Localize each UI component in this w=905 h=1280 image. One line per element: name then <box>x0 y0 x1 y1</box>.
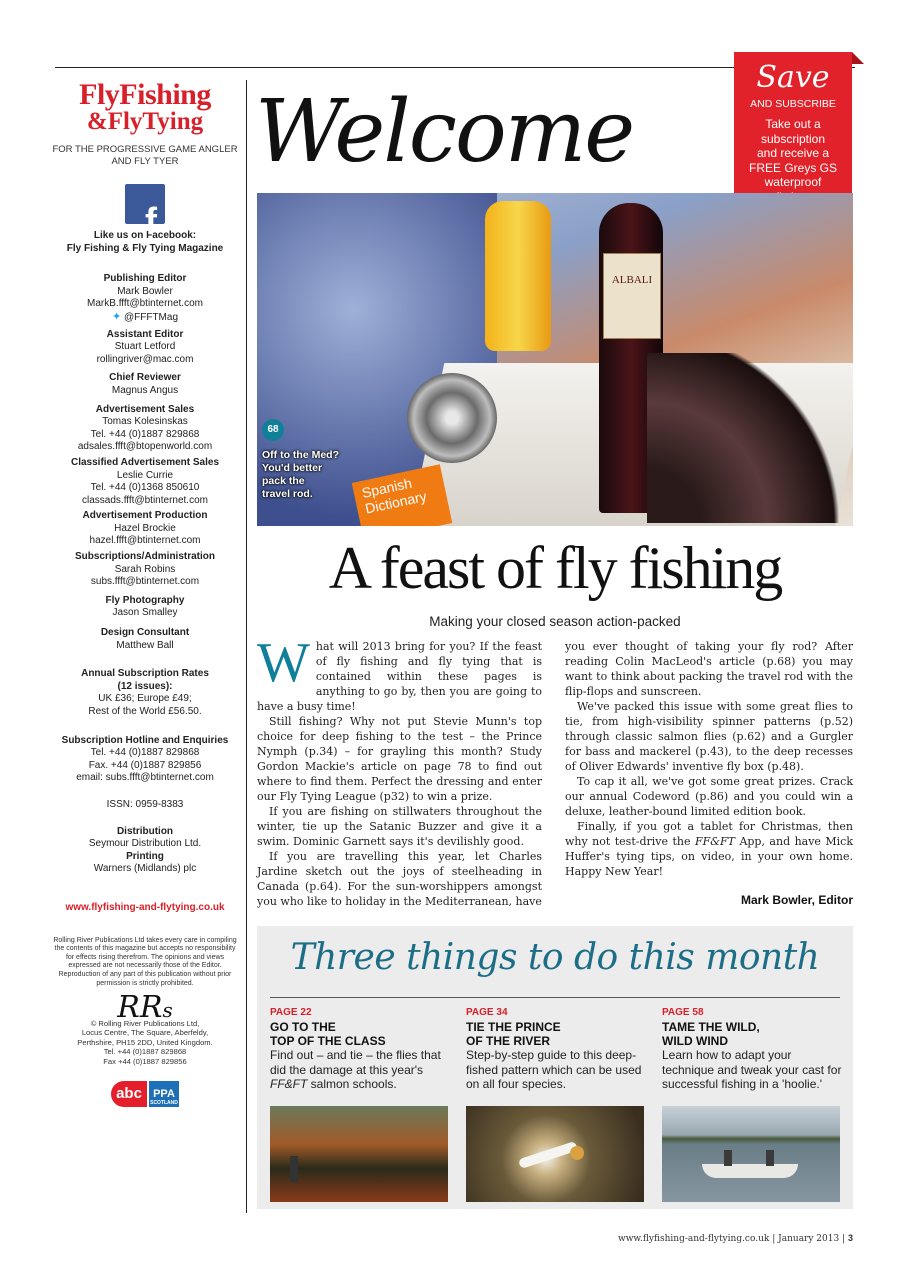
ppa-text: PPA <box>153 1087 175 1100</box>
sidebar-divider <box>246 80 247 1213</box>
save-body-line: Take out a <box>765 117 821 131</box>
save-title: Save <box>756 60 830 95</box>
item-title: TIE THE PRINCE <box>466 1020 561 1034</box>
hotline-fax: Fax. +44 (0)1887 829856 <box>88 759 202 771</box>
save-body-line: waterproof <box>764 175 822 189</box>
item-page: PAGE 22 <box>270 1007 312 1018</box>
hotline-tel: Tel. +44 (0)1887 829868 <box>90 747 200 759</box>
item-description: Learn how to adapt your technique and tweak your cast for successful fishing in a 'hoolie.' <box>662 1048 842 1091</box>
rates-subtitle: (12 issues): <box>117 680 173 692</box>
caption-line: Off to the Med? <box>262 449 339 461</box>
paragraph-text: Finally, if you got a tablet for Christmas, then why not test-drive the <box>565 820 853 848</box>
three-things-item-3[interactable] <box>662 1006 846 1092</box>
save-body-line: and receive a <box>756 146 830 160</box>
staff-fly-photography <box>52 595 238 620</box>
bottle-label-text: ALBALI <box>611 274 653 286</box>
three-things-rule <box>270 997 840 998</box>
staff-line: Tel. +44 (0)1887 829868 <box>90 428 200 440</box>
photo-bottle-label <box>603 253 661 339</box>
copyright-line: Locus Centre, The Square, Aberfeldy, <box>81 1028 209 1038</box>
rates-line: Rest of the World £56.50. <box>88 706 202 717</box>
paragraph-italic: FF&FT <box>694 835 735 848</box>
item-title: OF THE RIVER <box>466 1034 551 1048</box>
hero-photo <box>257 193 853 526</box>
subscription-hotline <box>52 735 238 785</box>
item-title: TAME THE WILD, <box>662 1020 760 1034</box>
hotline-email[interactable]: email: subs.ffft@btinternet.com <box>76 772 214 784</box>
sidebar <box>52 80 238 1107</box>
staff-email[interactable]: adsales.ffft@btopenworld.com <box>77 441 213 453</box>
paragraph-text: App, and have Mick Huffer's tying tips, on video, in your own home. Happy New Year! <box>565 835 853 878</box>
article-paragraph: To cap it all, we've got some great prizes. Crack our annual Codeword (p.86) and you could win a deluxe, leather-bound limited edition book. <box>565 775 853 818</box>
thumb-prince-nymph-photo <box>466 1106 644 1202</box>
item-description: Step-by-step guide to this deep-fished pattern which can be used on all four species. <box>466 1048 642 1091</box>
photo-sunscreen <box>485 201 551 351</box>
membership-badges <box>52 1081 238 1107</box>
website-link[interactable]: www.flyfishing-and-flytying.co.uk <box>65 901 225 913</box>
staff-line: Tomas Kolesinskas <box>102 416 188 428</box>
ppa-logo <box>149 1081 179 1107</box>
photo-fan <box>647 353 853 523</box>
article-paragraph <box>257 632 542 714</box>
staff-email[interactable]: subs.ffft@btinternet.com <box>90 576 200 588</box>
abc-logo: abc <box>111 1081 147 1107</box>
three-things-item-2[interactable] <box>466 1006 650 1092</box>
staff-line: Sarah Robins <box>114 563 176 575</box>
copyright <box>52 1019 238 1067</box>
staff-line: Magnus Angus <box>111 384 179 396</box>
footer-page-number: 3 <box>847 1233 853 1243</box>
rolling-river-logo: RRs <box>117 990 173 1026</box>
staff-email[interactable]: classads.ffft@btinternet.com <box>82 494 208 506</box>
hotline-title: Subscription Hotline and Enquiries <box>61 734 229 746</box>
footer-issue: January 2013 <box>778 1234 840 1244</box>
printing-value: Warners (Midlands) plc <box>93 863 197 875</box>
distribution <box>52 826 238 876</box>
article-headline: A feast of fly fishing <box>328 535 782 601</box>
welcome-heading: Welcome <box>255 82 634 182</box>
boat-hull <box>702 1164 798 1178</box>
item-description <box>270 1048 454 1092</box>
item-page: PAGE 58 <box>662 1007 704 1018</box>
copyright-line: Fax +44 (0)1887 829856 <box>103 1057 187 1067</box>
article-paragraph: you ever thought of taking your fly rod? After reading Colin MacLeod's article (p.68) you may want to think about packing the travel rod with the flip-flops and sunscreen. <box>565 640 853 698</box>
boat-angler <box>766 1150 774 1166</box>
save-body <box>734 117 852 204</box>
dropcap: W <box>257 632 310 694</box>
staff-design-consultant <box>52 627 238 652</box>
save-body-line: subscription <box>760 131 826 146</box>
staff-role: Subscriptions/Administration <box>74 551 215 563</box>
boat-angler <box>724 1150 732 1166</box>
editor-signoff: Mark Bowler, Editor <box>740 893 853 907</box>
distribution-title: Distribution <box>116 825 174 837</box>
copyright-line: © Rolling River Publications Ltd, <box>90 1018 200 1028</box>
hero-page-badge[interactable]: 68 <box>262 419 284 441</box>
facebook-icon[interactable]: f <box>125 184 165 224</box>
caption-line: travel rod. <box>262 488 313 500</box>
caption-line: pack the <box>262 475 305 487</box>
copyright-line: Tel. +44 (0)1887 829868 <box>103 1047 187 1057</box>
staff-line: Jason Smalley <box>112 607 178 619</box>
staff-role: Advertisement Sales <box>95 403 195 415</box>
three-things-title: Three things to do this month <box>290 937 820 978</box>
issn: ISSN: 0959-8383 <box>106 798 184 810</box>
three-things-item-1[interactable] <box>270 1006 454 1092</box>
ppa-subtext: SCOTLAND <box>150 1099 178 1106</box>
printing-title: Printing <box>126 850 164 862</box>
angler-figure <box>290 1156 298 1182</box>
staff-role: Design Consultant <box>100 627 190 639</box>
staff-chief-reviewer <box>52 372 238 397</box>
tagline: FOR THE PROGRESSIVE GAME ANGLER AND FLY TYER <box>52 144 238 167</box>
article-column-2 <box>565 639 853 879</box>
facebook-line2: Fly Fishing & Fly Tying Magazine <box>66 242 224 254</box>
staff-line: Leslie Currie <box>116 469 174 481</box>
item-description-italic: FF&FT <box>270 1077 308 1091</box>
twitter-text: @FFFTMag <box>123 311 179 323</box>
page-footer: www.flyfishing-and-flytying.co.uk | January 2013 | 3 <box>618 1233 853 1244</box>
article-paragraph: We've packed this issue with some great flies to tie, from high-visibility spinner patterns (p.52) through classic salmon flies (p.62) and a Gurgler for bass and mackerel (p.43), to the deep recesses of Oliver Edwards' inventive fly box (p.48). <box>565 700 853 773</box>
article-paragraph: If you are fishing on stillwaters throughout the winter, tie up the Satanic Buzzer and give it a swim. Dominic Garnett says it's devilishly good. <box>257 805 542 848</box>
item-page: PAGE 34 <box>466 1007 508 1018</box>
paragraph-text: hat will 2013 bring for you? If the feast of fly fishing and fly tying that is contained within these pages is anything to go by, then you are going to have a busy time! <box>257 640 542 713</box>
logo-line2: &FlyTying <box>86 108 204 135</box>
staff-email[interactable]: MarkB.ffft@btinternet.com <box>87 298 203 310</box>
article-paragraph: If you are travelling this year, let Charles Jardine sketch out the joys of steelheading in Canada (p.64). For the sun-worshippers amongst you who like to holiday in the Mediterranean, have <box>257 850 542 908</box>
article-column-1 <box>257 632 542 909</box>
staff-line: Hazel Brockie <box>114 522 176 534</box>
hero-caption <box>262 449 372 501</box>
rates-line: UK £36; Europe £49; <box>98 693 192 705</box>
nymph-wing <box>518 1141 578 1169</box>
staff-publishing-editor <box>52 273 238 324</box>
save-body-line: FREE Greys GS <box>748 160 837 175</box>
distribution-value: Seymour Distribution Ltd. <box>88 838 202 850</box>
staff-role: Assistant Editor <box>106 328 184 340</box>
article-standfirst: Making your closed season action-packed <box>429 614 681 629</box>
save-subtitle: AND SUBSCRIBE <box>750 98 836 110</box>
staff-email[interactable]: rollingriver@mac.com <box>96 353 194 365</box>
staff-classified-sales <box>52 457 238 507</box>
subscription-rates <box>52 668 238 718</box>
photo-fly-reel <box>407 373 497 463</box>
staff-role: Advertisement Production <box>82 510 208 522</box>
dictionary-text: Spanish Dictionary <box>360 474 428 517</box>
item-title: WILD WIND <box>662 1034 728 1048</box>
staff-advertisement-sales <box>52 404 238 454</box>
facebook-line1: Like us on Facebook: <box>93 230 197 241</box>
copyright-line: Perthshire, PH15 2DD, United Kingdom. <box>77 1037 213 1047</box>
legal-disclaimer: Rolling River Publications Ltd takes every care in compiling the contents of this magazine but accepts no responsibility for effects rising therefrom. The opinions and views expressed are not necessarily those of the Editor. Reproduction of any part of this publication without prior permission is strictly prohibited. <box>53 936 237 987</box>
footer-url[interactable]: www.flyfishing-and-flytying.co.uk <box>618 1234 770 1244</box>
staff-role: Fly Photography <box>105 594 185 606</box>
thumb-boat-on-loch-photo <box>662 1106 840 1202</box>
nymph-bead <box>570 1146 584 1160</box>
staff-role: Publishing Editor <box>103 273 187 285</box>
staff-advertisement-production <box>52 510 238 548</box>
logo-line1: FlyFishing <box>79 78 211 111</box>
item-title: TOP OF THE CLASS <box>270 1034 386 1048</box>
staff-role: Classified Advertisement Sales <box>70 456 220 468</box>
staff-line: Matthew Ball <box>116 639 174 651</box>
staff-subscriptions <box>52 551 238 589</box>
item-description-text: salmon schools. <box>307 1077 397 1091</box>
caption-line: You'd better <box>262 462 323 474</box>
staff-email[interactable]: hazel.ffft@btinternet.com <box>89 535 201 547</box>
staff-assistant-editor <box>52 329 238 367</box>
staff-line: Tel. +44 (0)1368 850610 <box>90 482 200 494</box>
staff-line: Mark Bowler <box>117 285 173 297</box>
rates-title: Annual Subscription Rates <box>81 668 209 680</box>
staff-role: Chief Reviewer <box>109 372 181 384</box>
item-description-text: Find out – and tie – the flies that did the damage at this year's <box>270 1048 441 1077</box>
article-paragraph: Still fishing? Why not put Stevie Munn's top choice for deep fishing to the test – the Prince Nymph (p.34) – for grayling this month? Study Gordon Mackie's article on page 78 to find out where to find them. Perfect the dressing and enter our Fly Tying League (p32) to win a prize. <box>257 715 542 803</box>
twitter-icon: ✦ <box>111 310 122 323</box>
article-paragraph <box>565 819 853 879</box>
twitter-handle[interactable] <box>52 311 238 325</box>
item-title: GO TO THE <box>270 1020 336 1034</box>
thumb-salmon-school-photo <box>270 1106 448 1202</box>
staff-line: Stuart Letford <box>114 341 176 353</box>
